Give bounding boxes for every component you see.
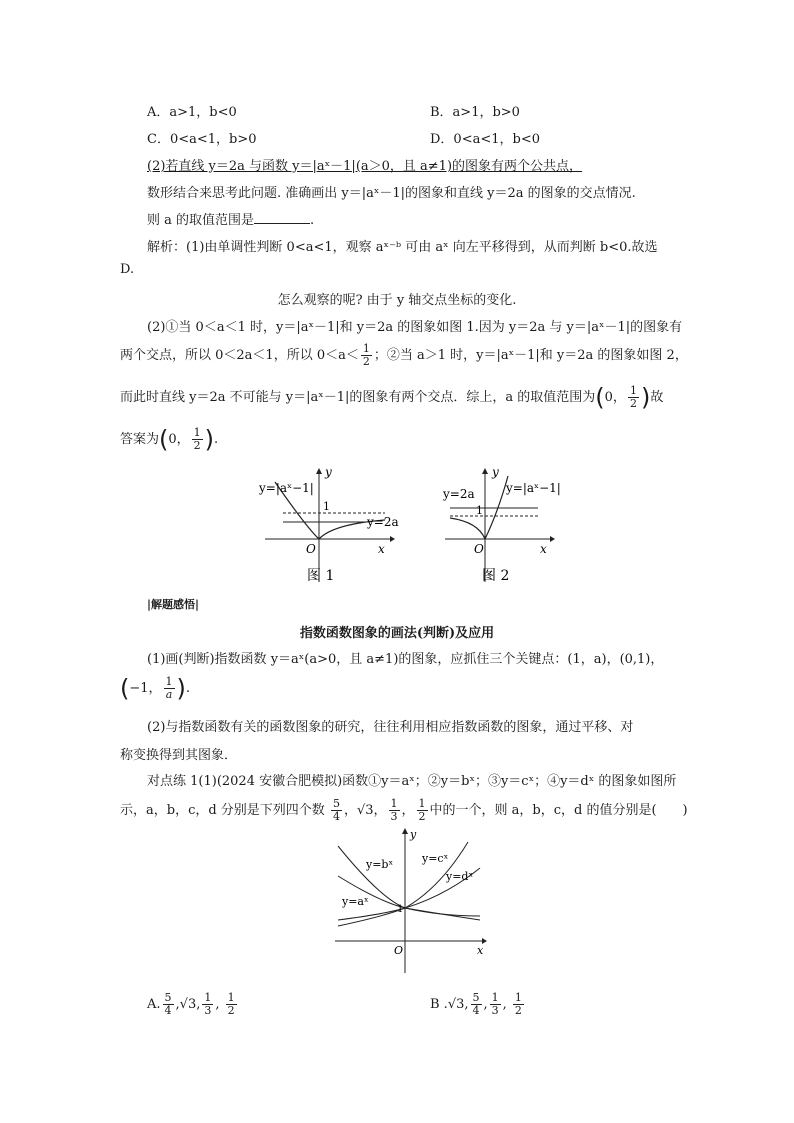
- option-b: B．a>1，b>0: [430, 105, 520, 120]
- figure-1: [255, 462, 415, 592]
- solution-p2-line3: 而此时直线 y＝2a 不可能与 y＝|aˣ－1|的图象有两个交点．综上，a 的取值范围为(0， $\frac{1}{2}$ )故: [120, 383, 664, 412]
- solution-p2-line1: (2)①当 0＜a＜1 时，y＝|aˣ－1|和 y＝2a 的图象如图 1.因为 y＝2a 与 y＝|aˣ－1|的图象有: [147, 320, 683, 335]
- option-c: C．0<a<1，b>0: [147, 132, 257, 147]
- question-2-note: 数形结合来思考此问题. 准确画出 y＝|aˣ－1|的图象和直线 y＝2a 的图象的交点情况.: [147, 186, 636, 201]
- solution-note: 怎么观察的呢? 由于 y 轴交点坐标的变化.: [277, 293, 517, 308]
- fig2-label-line: y=2a: [443, 487, 475, 501]
- figure-3: [330, 828, 495, 976]
- solution-p2-line2: 两个交点，所以 0＜2a＜1，所以 0＜a＜ $\frac{1}{2}$ ；②当 a＞1 时，y＝|aˣ－1|和 y＝2a 的图象如图 2，: [120, 342, 688, 368]
- insight-p1-line1: (1)画(判断)指数函数 y＝aˣ(a>0，且 a≠1)的图象，应抓住三个关键点：(1，a)，(0,1)，: [147, 652, 664, 667]
- solution-p2-line4: 答案为(0， $\frac{1}{2}$ ).: [120, 425, 219, 454]
- fig1-label-func: y=|aˣ−1|: [259, 481, 314, 495]
- fig2-label-o: O: [474, 542, 484, 556]
- insight-tag: |解题感悟|: [147, 598, 200, 611]
- option-a: A．a>1，b<0: [147, 105, 237, 120]
- solution-line2: D.: [120, 262, 135, 277]
- fig3-label-d: y=dˣ: [446, 870, 474, 883]
- question-2-line1: (2)若直线 y＝2a 与函数 y＝|aˣ－1|(a＞0，且 a≠1)的图象有两个公共点，: [147, 159, 583, 174]
- figure-2: [440, 462, 580, 592]
- fig2-label-x: x: [540, 542, 547, 556]
- fig1-label-one: 1: [323, 500, 330, 513]
- insight-title: 指数函数图象的画法(判断)及应用: [299, 626, 495, 641]
- fig3-label-o: O: [394, 944, 404, 957]
- practice-line1: 对点练 1(1)(2024 安徽合肥模拟)函数①y＝aˣ；②y＝bˣ；③y＝cˣ；④y＝dˣ 的图象如图所: [147, 774, 677, 789]
- answer-blank: [254, 211, 310, 224]
- fig2-caption: 图 2: [482, 568, 510, 584]
- answer-option-b: B .√3, $\frac{5}{4}$ , $\frac{1}{3}$ , $\frac{1}{2}$: [430, 991, 522, 1017]
- solution-line1: 解析：(1)由单调性判断 0<a<1，观察 aˣ⁻ᵇ 可由 aˣ 向左平移得到，从而判断 b<0.故选: [147, 240, 658, 255]
- fig2-label-one: 1: [476, 504, 483, 517]
- insight-p1-line2: (−1， $\frac{1}{a}$ ).: [120, 674, 191, 703]
- fraction-half: $\frac{1}{2}$: [362, 342, 370, 368]
- fig3-label-c: y=cˣ: [422, 852, 449, 865]
- fig1-label-x: x: [378, 542, 385, 556]
- answer-option-a: A. $\frac{5}{4}$ ,√3, $\frac{1}{3}$ , $\frac{1}{2}$: [147, 991, 235, 1017]
- option-d: D．0<a<1，b<0: [430, 132, 540, 147]
- insight-p2-line2: 称变换得到其图象．: [120, 748, 238, 763]
- fig1-label-line: y=2a: [367, 515, 399, 529]
- fraction-one-over-a: $\frac{1}{a}$: [165, 675, 173, 701]
- practice-line2: 示，a，b，c，d 分别是下列四个数 $\frac{5}{4}$ ，√3， $\frac{1}{3}$ ， $\frac{1}{2}$ 中的一个，则 a，b，c，d 的值分别是( ): [120, 797, 688, 823]
- fig1-label-o: O: [306, 542, 316, 556]
- fig3-label-x: x: [477, 944, 484, 957]
- fraction-half: $\frac{1}{2}$: [629, 384, 637, 410]
- fig1-caption: 图 1: [307, 568, 335, 584]
- insight-p2-line1: (2)与指数函数有关的函数图象的研究，往往利用相应指数函数的图象，通过平移、对: [147, 720, 634, 735]
- question-2-line3: 则 a 的取值范围是 .: [147, 213, 315, 228]
- fraction-half: $\frac{1}{2}$: [193, 426, 201, 452]
- question-2-prompt: 则 a 的取值范围是: [147, 213, 255, 228]
- fig3-label-y: y: [410, 828, 417, 841]
- fig3-label-b: y=bˣ: [366, 858, 394, 871]
- fig2-label-y: y: [492, 465, 499, 479]
- fig2-label-func: y=|aˣ−1|: [506, 481, 561, 495]
- fig3-label-one: 1: [397, 904, 404, 915]
- fig1-label-y: y: [325, 465, 332, 479]
- fig3-label-a: y=aˣ: [342, 895, 369, 908]
